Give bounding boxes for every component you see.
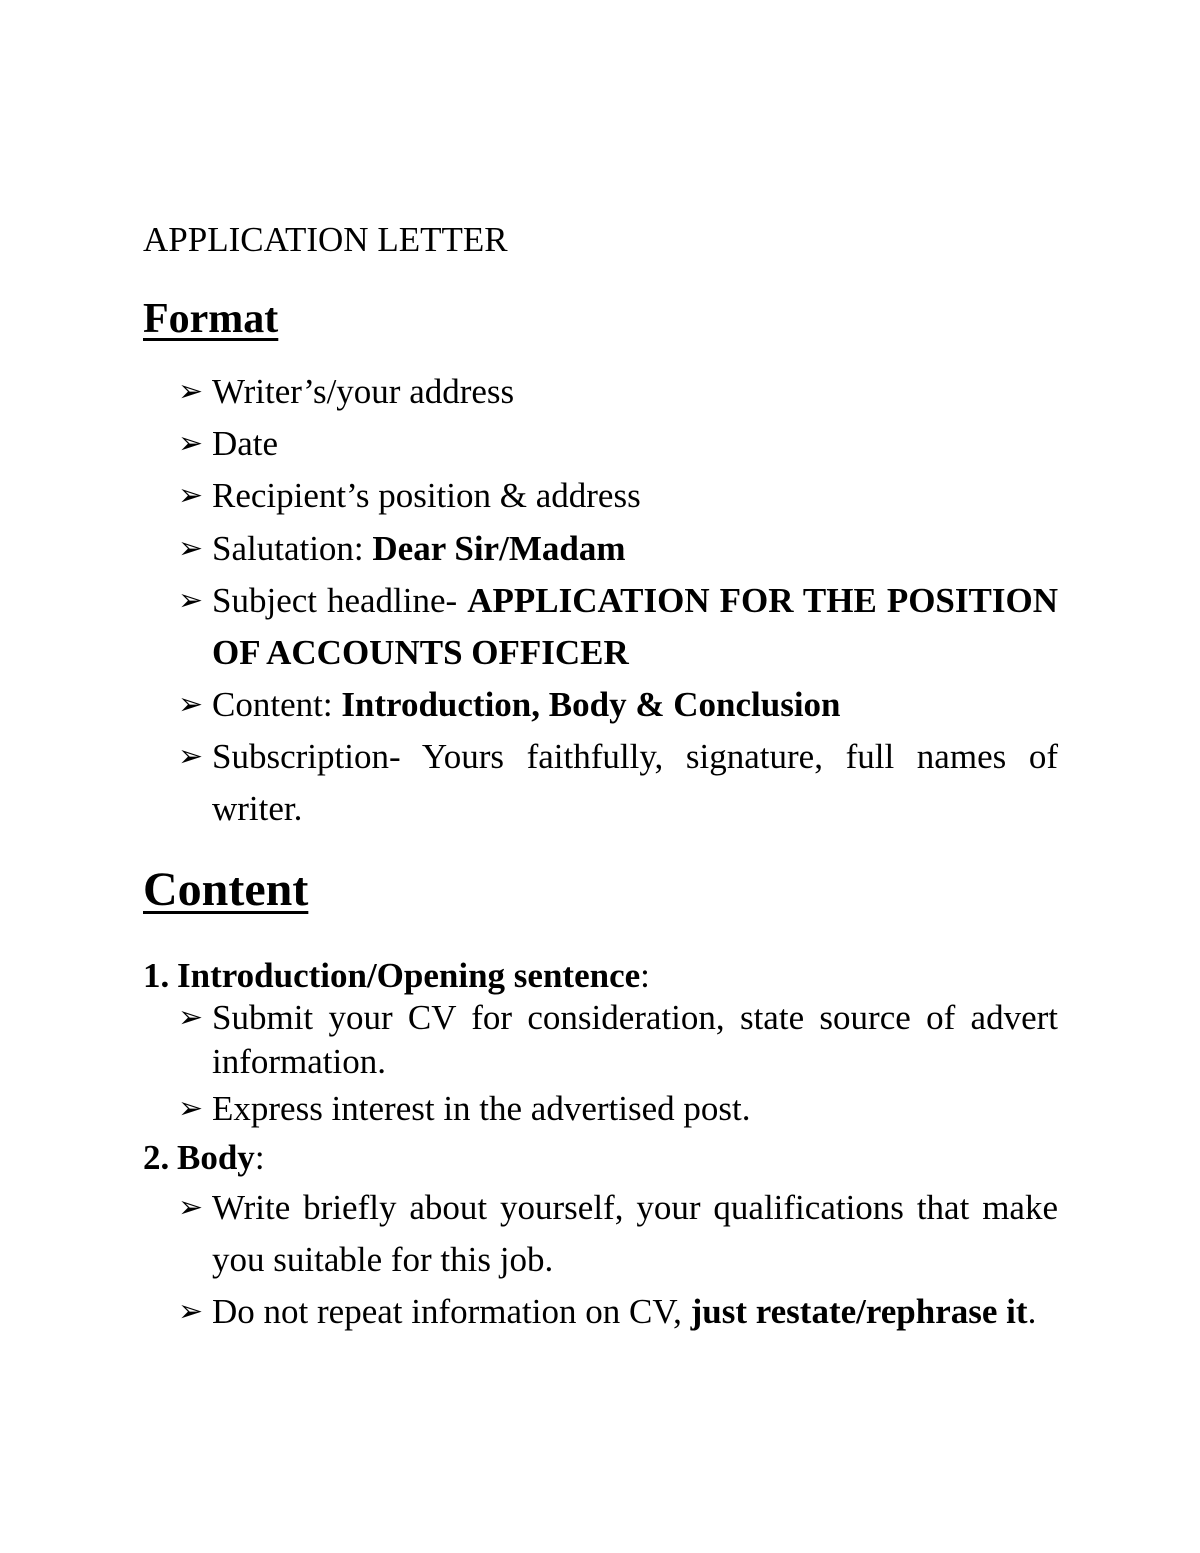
content-section-heading <box>143 1134 265 1182</box>
format-heading: Format <box>143 296 279 342</box>
section-label: Introduction/Opening sentence <box>177 956 641 995</box>
document-title: APPLICATION LETTER <box>143 220 508 259</box>
format-item-text: Writer’s/your address <box>212 372 515 411</box>
arrow-bullet-icon: ➢ <box>178 739 204 774</box>
section-label: Body <box>177 1138 255 1177</box>
content-item-suffix: . <box>1027 1292 1037 1331</box>
format-item-prefix: Salutation: <box>212 529 373 568</box>
format-item <box>178 523 1058 575</box>
format-item-prefix: Content: <box>212 685 342 724</box>
format-item <box>178 575 1058 679</box>
format-item <box>178 470 1058 522</box>
content-item-text: Express interest in the advertised post. <box>212 1089 751 1128</box>
arrow-bullet-icon: ➢ <box>178 1190 204 1225</box>
format-item <box>178 366 1058 418</box>
content-item <box>178 1182 1058 1286</box>
content-item-text: Submit your CV for consideration, state source of advert information. <box>212 998 1058 1081</box>
arrow-bullet-icon: ➢ <box>178 583 204 618</box>
arrow-bullet-icon: ➢ <box>178 478 204 513</box>
format-item-bold: APPLICATION FOR THE POSITION OF ACCOUNTS OFFICER <box>212 581 1058 672</box>
content-item <box>178 996 1058 1084</box>
format-item-text: Recipient’s position & address <box>212 476 641 515</box>
content-item <box>178 1286 1058 1338</box>
format-item <box>178 731 1058 835</box>
arrow-bullet-icon: ➢ <box>178 1091 204 1126</box>
format-item-text: Date <box>212 424 279 463</box>
content-item-text: Write briefly about yourself, your qualifications that make you suitable for this job. <box>212 1188 1058 1279</box>
content-item-bold: just restate/rephrase it <box>690 1292 1028 1331</box>
content-heading: Content <box>143 863 309 916</box>
content-item <box>178 1086 1058 1132</box>
section-number: 1. <box>143 956 170 995</box>
arrow-bullet-icon: ➢ <box>178 1000 204 1035</box>
arrow-bullet-icon: ➢ <box>178 426 204 461</box>
format-item-prefix: Subject headline- <box>212 581 468 620</box>
format-item-bold: Dear Sir/Madam <box>372 529 626 568</box>
section-number: 2. <box>143 1138 170 1177</box>
format-item <box>178 679 1058 731</box>
section-colon: : <box>640 956 650 995</box>
arrow-bullet-icon: ➢ <box>178 531 204 566</box>
format-item <box>178 418 1058 470</box>
arrow-bullet-icon: ➢ <box>178 687 204 722</box>
section-colon: : <box>254 1138 265 1177</box>
format-item-text: Subscription- Yours faithfully, signature, full names of writer. <box>212 737 1058 828</box>
arrow-bullet-icon: ➢ <box>178 374 204 409</box>
format-item-bold: Introduction, Body & Conclusion <box>341 685 841 724</box>
content-item-prefix: Do not repeat information on CV, <box>212 1292 691 1331</box>
content-section-heading <box>143 952 650 1000</box>
arrow-bullet-icon: ➢ <box>178 1294 204 1329</box>
